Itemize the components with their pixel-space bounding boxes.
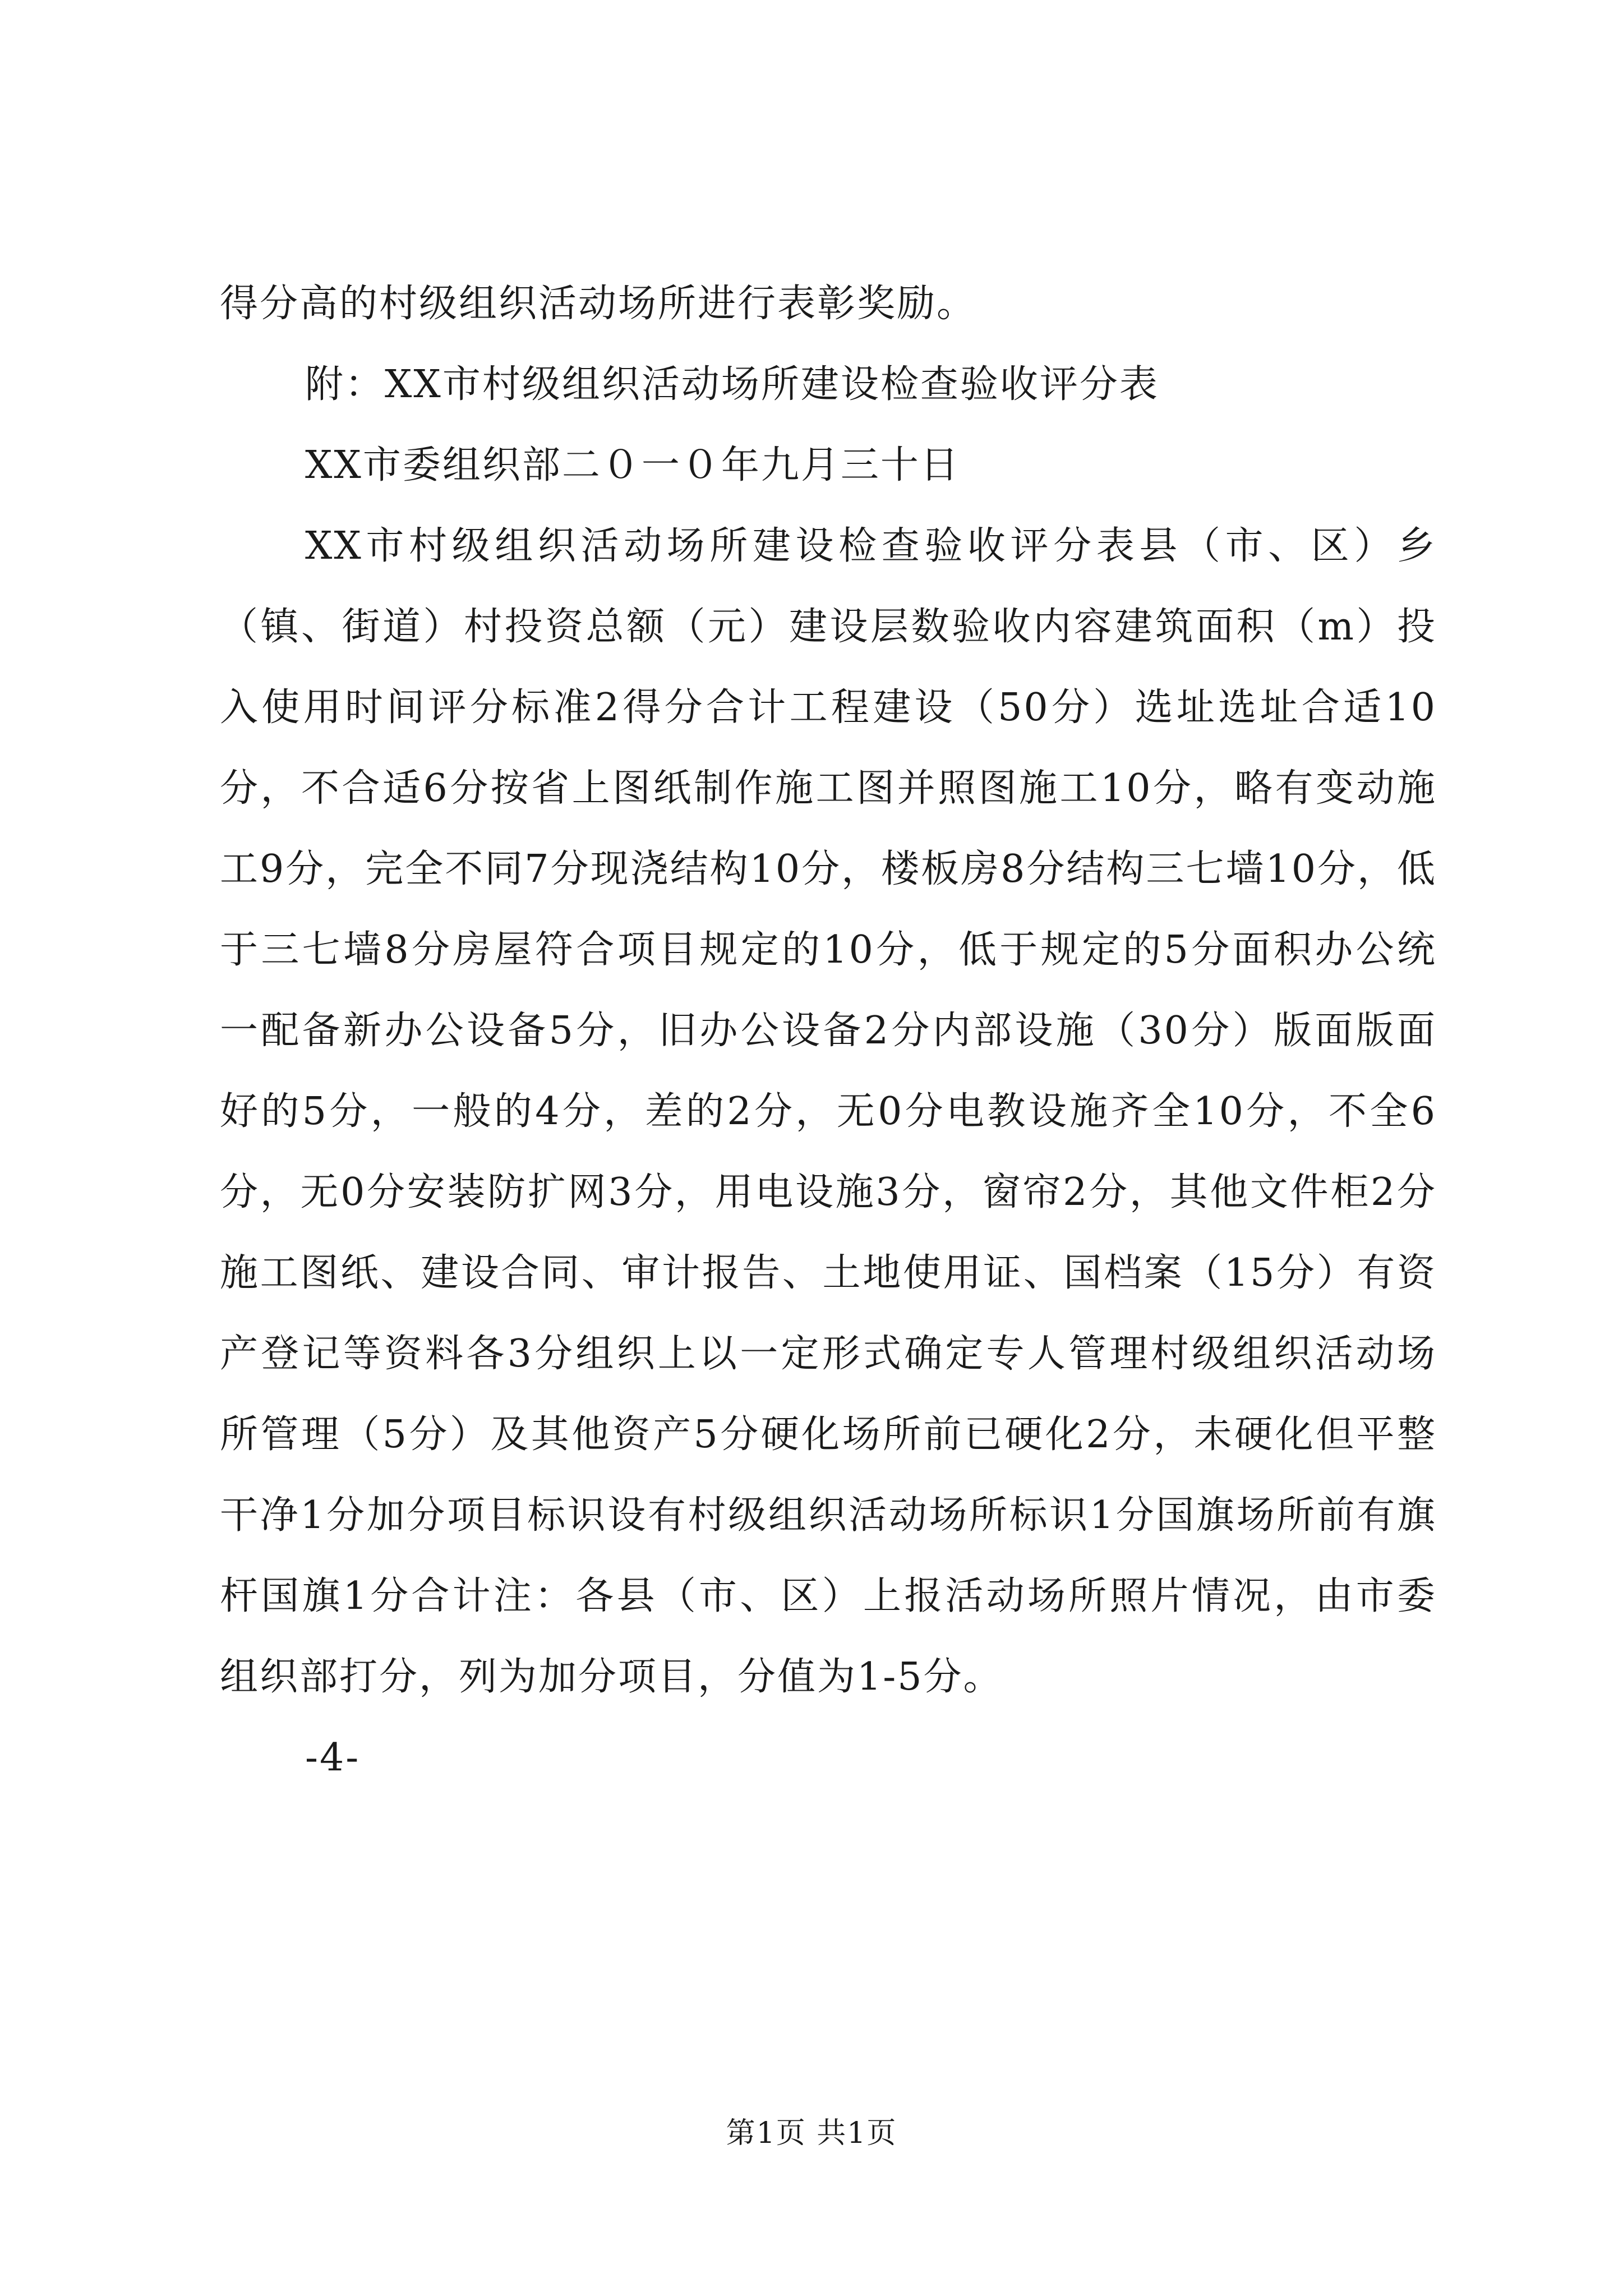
score-table-paragraph: XX市村级组织活动场所建设检查验收评分表县（市、区）乡（镇、街道）村投资总额（元）建设层数验收内容建筑面积（m）投入使用时间评分标准2得分合计工程建设（50分）选址选址合适10分，不合适6分按省上图纸制作施工图并照图施工10分，略有变动施工9分，完全不同7分现浇结构10分，楼板房8分结构三七墙10分，低于三七墙8分房屋符合项目规定的10分，低于规定的5分面积办公统一配备新办公设备5分，旧办公设备2分内部设施（30分）版面版面好的5分，一般的4分，差的2分，无0分电教设施齐全10分，不全6分，无0分安装防扩网3分，用电设施3分，窗帘2分，其他文件柜2分施工图纸、建设合同、审计报告、土地使用证、国档案（15分）有资产登记等资料各3分组织上以一定形式确定专人管理村级组织活动场所管理（5分）及其他资产5分硬化场所前已硬化2分，未硬化但平整干净1分加分项目标识设有村级组织活动场所标识1分国旗场所前有旗杆国旗1分合计注：各县（市、区）上报活动场所照片情况，由市委组织部打分，列为加分项目，分值为1-5分。 bbox=[220, 524, 1437, 1699]
attachment-line: 附：XX市村级组织活动场所建设检查验收评分表 bbox=[305, 362, 1159, 407]
page-footer: 第1页 共1页 bbox=[726, 2116, 897, 2150]
document-body bbox=[220, 264, 1437, 1798]
page-marker: -4- bbox=[305, 1736, 361, 1780]
signature-date: XX市委组织部二０一０年九月三十日 bbox=[305, 443, 960, 487]
continuation-paragraph: 得分高的村级组织活动场所进行表彰奖励。 bbox=[220, 282, 977, 326]
